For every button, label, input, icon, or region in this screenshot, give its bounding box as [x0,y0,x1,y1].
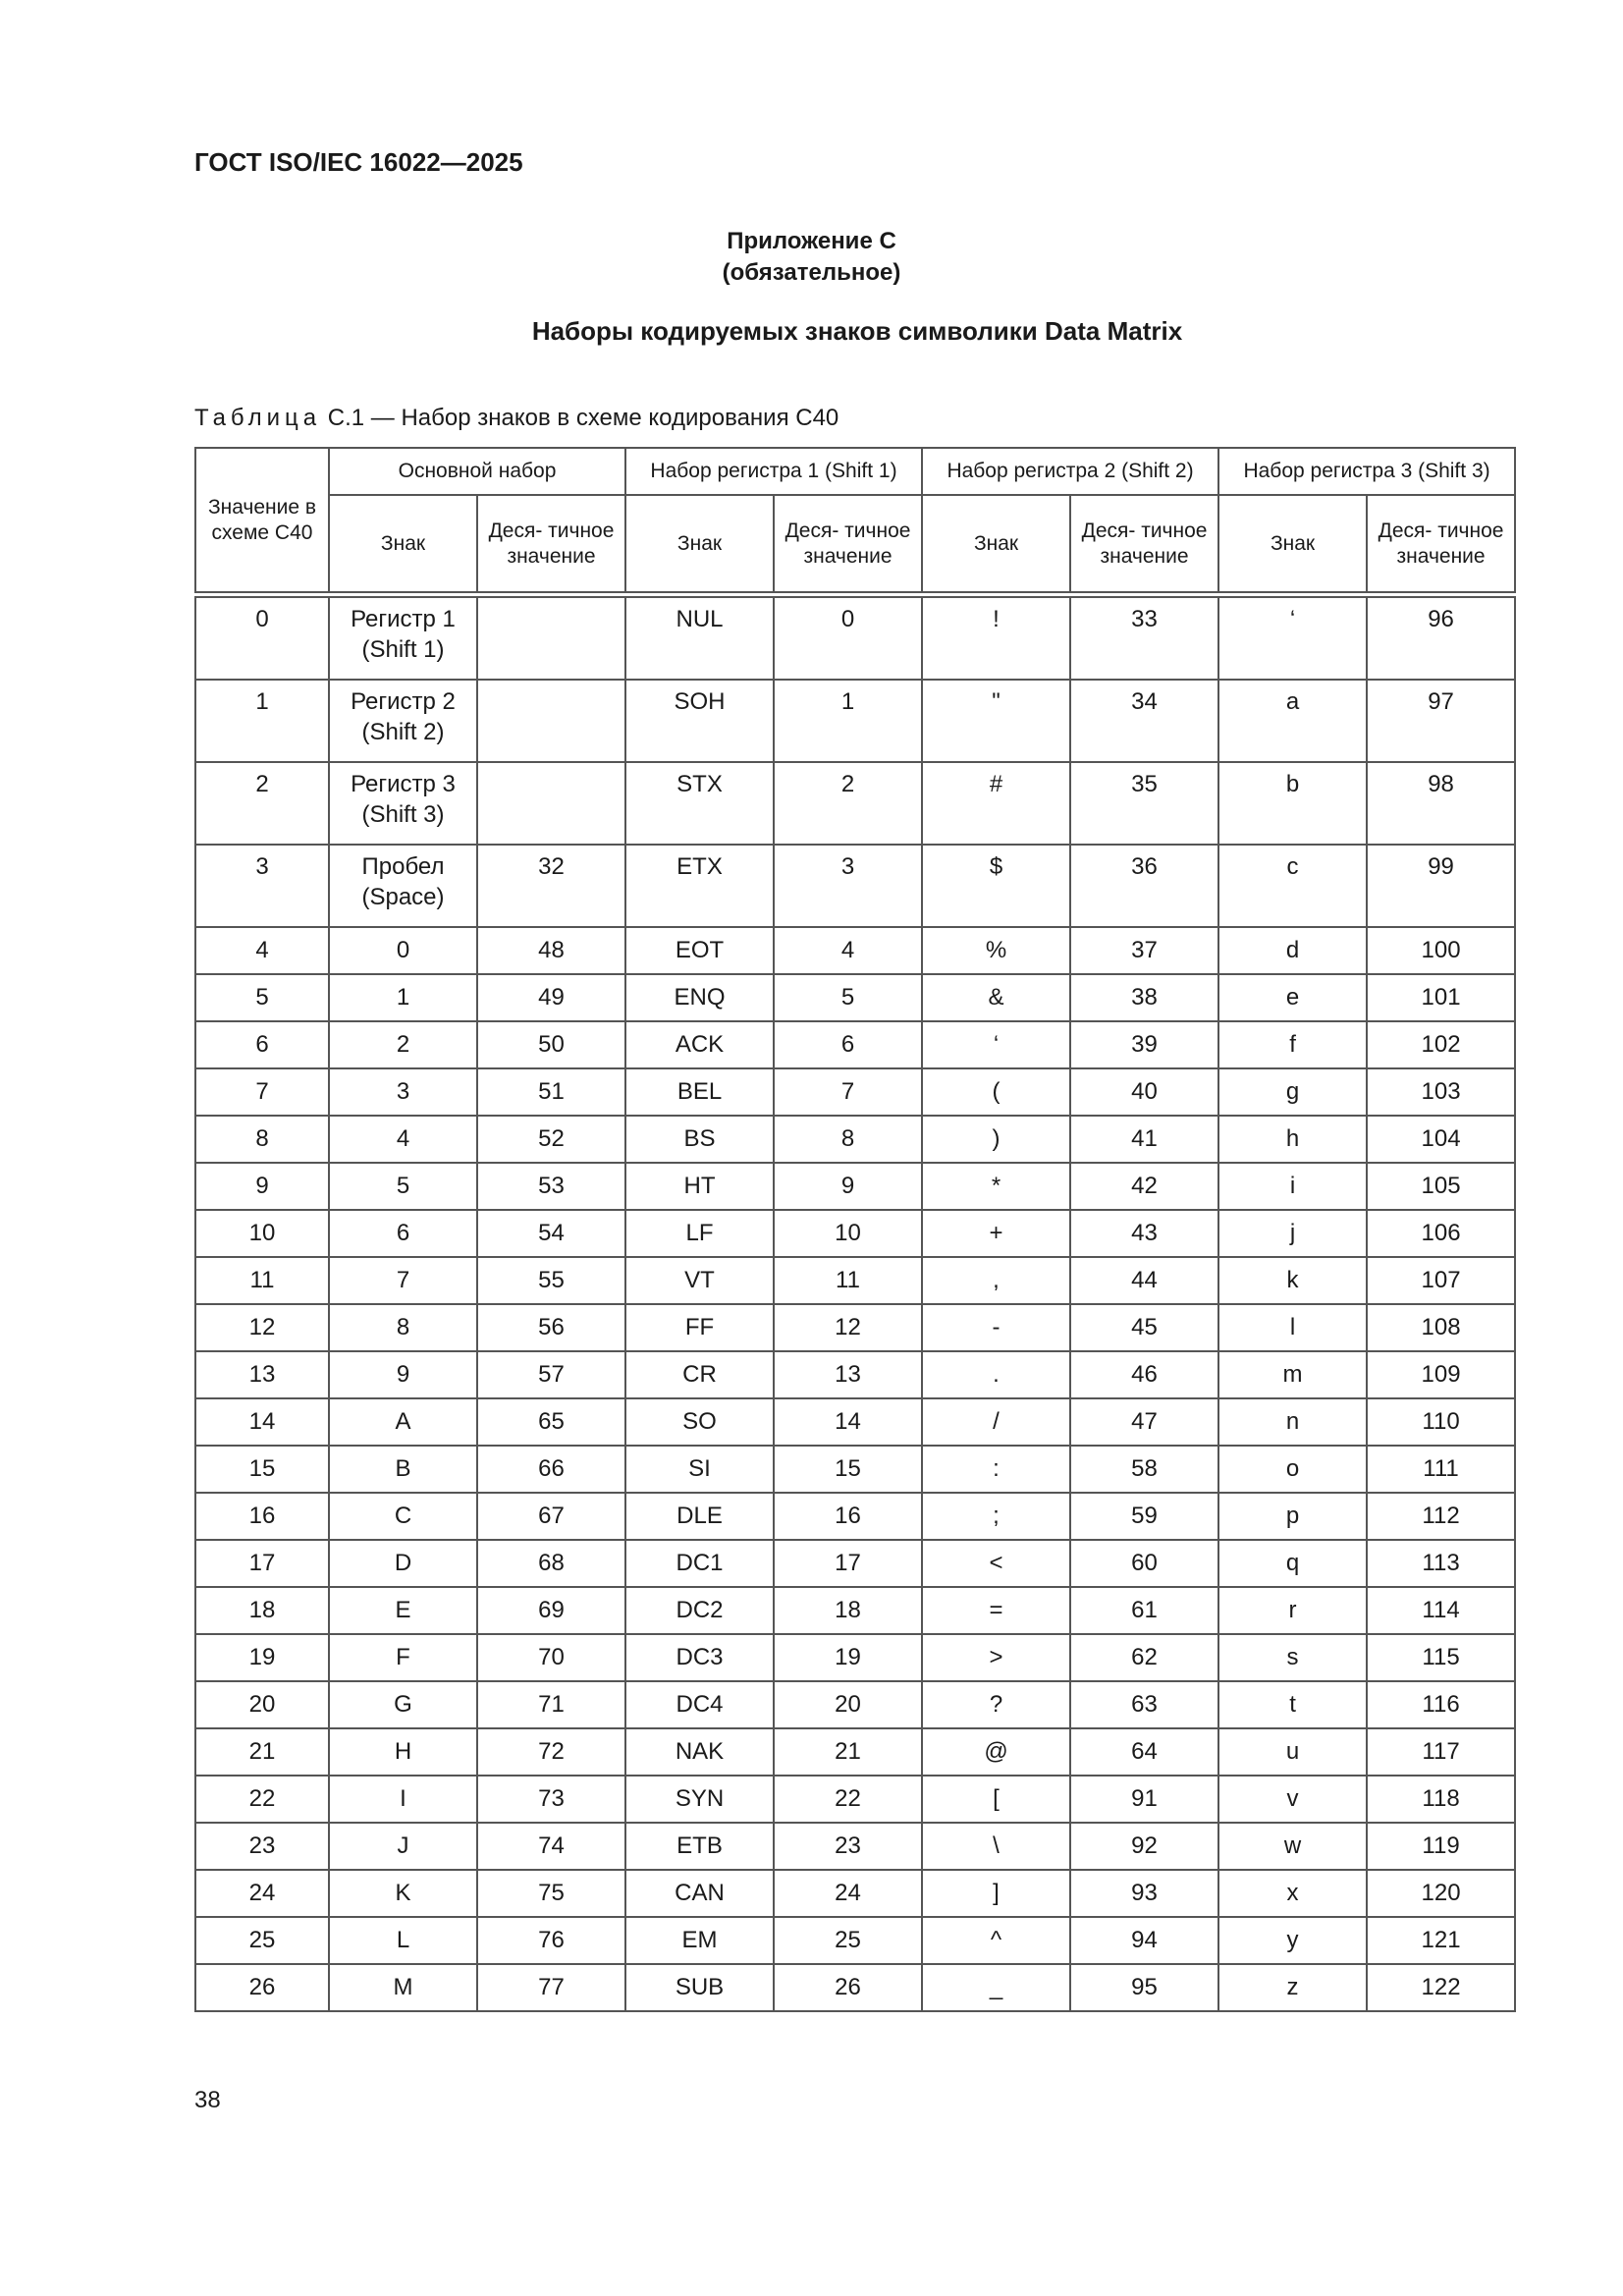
cell-shift2-decimal: 62 [1070,1634,1218,1681]
cell-shift2-sign: @ [922,1728,1070,1776]
cell-shift1-sign: SO [625,1398,774,1446]
cell-c40-value: 13 [195,1351,329,1398]
table-row [195,845,1515,927]
cell-basic-decimal: 67 [477,1493,625,1540]
cell-basic-decimal: 51 [477,1068,625,1116]
cell-basic-sign: F [329,1634,477,1681]
table-row [195,1634,1515,1681]
cell-c40-value: 11 [195,1257,329,1304]
cell-c40-value: 22 [195,1776,329,1823]
cell-basic-sign: L [329,1917,477,1964]
cell-shift3-decimal: 120 [1367,1870,1515,1917]
cell-c40-value: 19 [195,1634,329,1681]
cell-shift2-sign: - [922,1304,1070,1351]
cell-basic-sign: 3 [329,1068,477,1116]
cell-shift3-decimal: 114 [1367,1587,1515,1634]
cell-basic-sign: H [329,1728,477,1776]
header-decimal: Деся- тичное значение [774,495,922,592]
cell-shift1-sign: DC2 [625,1587,774,1634]
header-group-shift3: Набор регистра 3 (Shift 3) [1218,448,1515,495]
cell-shift2-decimal: 42 [1070,1163,1218,1210]
cell-shift3-sign: t [1218,1681,1367,1728]
cell-shift1-decimal: 1 [774,680,922,762]
cell-shift2-sign: , [922,1257,1070,1304]
cell-shift1-decimal: 20 [774,1681,922,1728]
cell-shift1-decimal: 16 [774,1493,922,1540]
cell-basic-decimal: 76 [477,1917,625,1964]
cell-shift1-sign: SUB [625,1964,774,2011]
cell-shift1-decimal: 12 [774,1304,922,1351]
cell-shift3-decimal: 105 [1367,1163,1515,1210]
cell-shift2-sign: * [922,1163,1070,1210]
cell-basic-sign: C [329,1493,477,1540]
cell-c40-value: 7 [195,1068,329,1116]
cell-shift1-sign: LF [625,1210,774,1257]
cell-shift2-decimal: 61 [1070,1587,1218,1634]
table-row [195,974,1515,1021]
cell-shift2-decimal: 46 [1070,1351,1218,1398]
cell-c40-value: 3 [195,845,329,927]
cell-shift3-sign: v [1218,1776,1367,1823]
cell-c40-value: 1 [195,680,329,762]
cell-shift3-sign: m [1218,1351,1367,1398]
cell-c40-value: 12 [195,1304,329,1351]
cell-shift1-sign: CAN [625,1870,774,1917]
cell-shift1-decimal: 7 [774,1068,922,1116]
section-title: Наборы кодируемых знаков символики Data Matrix [531,316,1183,346]
cell-c40-value: 18 [195,1587,329,1634]
cell-basic-sign: D [329,1540,477,1587]
cell-shift3-sign: g [1218,1068,1367,1116]
cell-shift1-sign: HT [625,1163,774,1210]
cell-shift2-sign: " [922,680,1070,762]
cell-c40-value: 5 [195,974,329,1021]
table-row [195,1257,1515,1304]
header-group-shift2: Набор регистра 2 (Shift 2) [922,448,1218,495]
table-row [195,1728,1515,1776]
cell-shift2-sign: ? [922,1681,1070,1728]
cell-shift2-decimal: 37 [1070,927,1218,974]
cell-shift3-sign: b [1218,762,1367,845]
cell-basic-decimal: 75 [477,1870,625,1917]
cell-shift3-sign: k [1218,1257,1367,1304]
cell-shift3-sign: n [1218,1398,1367,1446]
cell-shift1-sign: ACK [625,1021,774,1068]
header-group-basic: Основной набор [329,448,625,495]
cell-shift1-sign: DC1 [625,1540,774,1587]
table-row [195,1446,1515,1493]
cell-shift3-sign: e [1218,974,1367,1021]
cell-shift3-sign: l [1218,1304,1367,1351]
cell-shift2-sign: $ [922,845,1070,927]
table-row [195,1964,1515,2011]
cell-shift1-decimal: 19 [774,1634,922,1681]
cell-basic-sign: Регистр 1 (Shift 1) [329,597,477,680]
cell-c40-value: 9 [195,1163,329,1210]
cell-shift2-decimal: 44 [1070,1257,1218,1304]
cell-shift2-sign: # [922,762,1070,845]
annex-title: Приложение С [727,228,896,254]
cell-shift3-sign: ‘ [1218,597,1367,680]
cell-shift2-sign: + [922,1210,1070,1257]
cell-shift1-sign: DC3 [625,1634,774,1681]
cell-shift3-decimal: 103 [1367,1068,1515,1116]
cell-shift2-sign: ; [922,1493,1070,1540]
cell-shift1-sign: DC4 [625,1681,774,1728]
cell-shift1-sign: SYN [625,1776,774,1823]
cell-shift2-sign: : [922,1446,1070,1493]
cell-basic-sign: G [329,1681,477,1728]
cell-c40-value: 4 [195,927,329,974]
cell-shift3-sign: u [1218,1728,1367,1776]
cell-shift2-decimal: 63 [1070,1681,1218,1728]
cell-shift2-decimal: 64 [1070,1728,1218,1776]
cell-shift1-decimal: 18 [774,1587,922,1634]
cell-shift3-sign: y [1218,1917,1367,1964]
table-row [195,1823,1515,1870]
cell-shift2-sign: < [922,1540,1070,1587]
cell-c40-value: 8 [195,1116,329,1163]
cell-shift2-decimal: 91 [1070,1776,1218,1823]
cell-basic-sign: 2 [329,1021,477,1068]
table-row [195,1681,1515,1728]
cell-basic-decimal: 73 [477,1776,625,1823]
cell-shift2-sign: / [922,1398,1070,1446]
cell-basic-sign: A [329,1398,477,1446]
table-row [195,927,1515,974]
cell-shift3-decimal: 101 [1367,974,1515,1021]
table-body [195,592,1515,2011]
cell-basic-sign: M [329,1964,477,2011]
cell-shift3-decimal: 108 [1367,1304,1515,1351]
table-row [195,1351,1515,1398]
cell-shift3-decimal: 97 [1367,680,1515,762]
cell-shift2-decimal: 35 [1070,762,1218,845]
cell-basic-decimal: 32 [477,845,625,927]
cell-shift2-sign: > [922,1634,1070,1681]
cell-shift1-decimal: 17 [774,1540,922,1587]
cell-basic-sign: J [329,1823,477,1870]
cell-shift3-sign: x [1218,1870,1367,1917]
header-decimal: Деся- тичное значение [477,495,625,592]
cell-shift3-decimal: 110 [1367,1398,1515,1446]
cell-shift1-sign: BEL [625,1068,774,1116]
cell-shift3-sign: q [1218,1540,1367,1587]
cell-shift1-decimal: 23 [774,1823,922,1870]
table-row [195,1210,1515,1257]
cell-shift3-sign: h [1218,1116,1367,1163]
cell-shift2-sign: ) [922,1116,1070,1163]
cell-basic-decimal: 52 [477,1116,625,1163]
cell-shift1-sign: SOH [625,680,774,762]
cell-shift3-sign: j [1218,1210,1367,1257]
cell-basic-decimal: 72 [477,1728,625,1776]
cell-basic-decimal: 70 [477,1634,625,1681]
cell-c40-value: 6 [195,1021,329,1068]
cell-shift1-decimal: 6 [774,1021,922,1068]
cell-shift1-sign: ETB [625,1823,774,1870]
cell-basic-sign: 7 [329,1257,477,1304]
table-caption-label: Таблица [194,405,322,431]
cell-shift2-decimal: 41 [1070,1116,1218,1163]
header-c40-value: Значение в схеме С40 [195,448,329,592]
cell-basic-sign: 6 [329,1210,477,1257]
cell-basic-decimal: 48 [477,927,625,974]
cell-shift1-decimal: 15 [774,1446,922,1493]
cell-basic-decimal [477,597,625,680]
cell-shift3-decimal: 116 [1367,1681,1515,1728]
cell-shift1-sign: NUL [625,597,774,680]
cell-shift1-sign: NAK [625,1728,774,1776]
cell-shift1-decimal: 13 [774,1351,922,1398]
header-decimal: Деся- тичное значение [1070,495,1218,592]
cell-shift1-sign: CR [625,1351,774,1398]
cell-shift1-decimal: 5 [774,974,922,1021]
cell-shift3-decimal: 102 [1367,1021,1515,1068]
cell-basic-decimal: 53 [477,1163,625,1210]
cell-shift1-decimal: 11 [774,1257,922,1304]
cell-shift3-decimal: 96 [1367,597,1515,680]
cell-shift1-sign: SI [625,1446,774,1493]
cell-basic-sign: K [329,1870,477,1917]
cell-shift2-sign: ] [922,1870,1070,1917]
cell-shift1-sign: BS [625,1116,774,1163]
cell-basic-sign: 8 [329,1304,477,1351]
cell-basic-sign: Пробел (Space) [329,845,477,927]
cell-shift3-decimal: 118 [1367,1776,1515,1823]
cell-shift2-decimal: 59 [1070,1493,1218,1540]
cell-basic-decimal: 56 [477,1304,625,1351]
cell-c40-value: 10 [195,1210,329,1257]
cell-shift3-sign: w [1218,1823,1367,1870]
table-row [195,1163,1515,1210]
cell-basic-decimal: 77 [477,1964,625,2011]
cell-shift2-decimal: 47 [1070,1398,1218,1446]
cell-shift1-decimal: 24 [774,1870,922,1917]
cell-c40-value: 14 [195,1398,329,1446]
cell-shift1-sign: VT [625,1257,774,1304]
cell-basic-decimal: 55 [477,1257,625,1304]
table-row [195,1917,1515,1964]
header-group-shift1: Набор регистра 1 (Shift 1) [625,448,922,495]
cell-shift3-decimal: 113 [1367,1540,1515,1587]
cell-basic-sign: 0 [329,927,477,974]
cell-basic-decimal [477,762,625,845]
table-row [195,1068,1515,1116]
cell-shift3-sign: i [1218,1163,1367,1210]
table-row [195,680,1515,762]
cell-shift3-decimal: 112 [1367,1493,1515,1540]
cell-shift1-sign: EM [625,1917,774,1964]
cell-shift1-sign: EOT [625,927,774,974]
table-row [195,1493,1515,1540]
cell-basic-sign: E [329,1587,477,1634]
cell-shift2-sign: \ [922,1823,1070,1870]
cell-shift3-decimal: 104 [1367,1116,1515,1163]
header-sign: Знак [1218,495,1367,592]
cell-c40-value: 0 [195,597,329,680]
table-row [195,1116,1515,1163]
cell-shift3-decimal: 115 [1367,1634,1515,1681]
cell-shift2-decimal: 94 [1070,1917,1218,1964]
cell-basic-decimal: 57 [477,1351,625,1398]
cell-shift1-sign: ENQ [625,974,774,1021]
cell-shift3-decimal: 111 [1367,1446,1515,1493]
cell-c40-value: 21 [195,1728,329,1776]
cell-c40-value: 20 [195,1681,329,1728]
table-caption [194,405,839,432]
cell-shift3-sign: f [1218,1021,1367,1068]
cell-shift3-decimal: 117 [1367,1728,1515,1776]
cell-shift2-decimal: 43 [1070,1210,1218,1257]
cell-shift1-sign: STX [625,762,774,845]
table-row [195,762,1515,845]
cell-shift2-decimal: 45 [1070,1304,1218,1351]
cell-c40-value: 26 [195,1964,329,2011]
cell-shift1-decimal: 14 [774,1398,922,1446]
cell-c40-value: 15 [195,1446,329,1493]
cell-shift3-sign: p [1218,1493,1367,1540]
cell-shift2-sign: % [922,927,1070,974]
cell-shift2-sign: ( [922,1068,1070,1116]
cell-basic-sign: 4 [329,1116,477,1163]
cell-shift2-decimal: 93 [1070,1870,1218,1917]
table-row [195,597,1515,680]
cell-shift2-decimal: 39 [1070,1021,1218,1068]
cell-shift2-decimal: 60 [1070,1540,1218,1587]
cell-shift2-decimal: 36 [1070,845,1218,927]
cell-c40-value: 23 [195,1823,329,1870]
cell-shift2-decimal: 38 [1070,974,1218,1021]
cell-shift3-decimal: 122 [1367,1964,1515,2011]
page-number: 38 [194,2087,221,2113]
cell-shift3-decimal: 98 [1367,762,1515,845]
table-row [195,1776,1515,1823]
cell-shift3-sign: s [1218,1634,1367,1681]
cell-shift1-decimal: 2 [774,762,922,845]
cell-basic-decimal: 49 [477,974,625,1021]
cell-shift2-sign: [ [922,1776,1070,1823]
cell-basic-decimal: 65 [477,1398,625,1446]
header-sign: Знак [922,495,1070,592]
cell-shift1-decimal: 22 [774,1776,922,1823]
cell-shift2-sign: ! [922,597,1070,680]
cell-basic-decimal [477,680,625,762]
cell-basic-decimal: 66 [477,1446,625,1493]
cell-shift2-sign: ^ [922,1917,1070,1964]
cell-shift1-decimal: 0 [774,597,922,680]
cell-basic-decimal: 71 [477,1681,625,1728]
table-row [195,1587,1515,1634]
cell-basic-sign: B [329,1446,477,1493]
cell-shift1-decimal: 3 [774,845,922,927]
cell-shift2-decimal: 58 [1070,1446,1218,1493]
cell-shift3-sign: z [1218,1964,1367,2011]
cell-shift1-decimal: 26 [774,1964,922,2011]
cell-basic-decimal: 74 [477,1823,625,1870]
cell-basic-sign: 9 [329,1351,477,1398]
table-row [195,1304,1515,1351]
cell-shift1-sign: ETX [625,845,774,927]
cell-shift2-decimal: 34 [1070,680,1218,762]
cell-basic-decimal: 50 [477,1021,625,1068]
cell-basic-sign: 1 [329,974,477,1021]
cell-shift2-decimal: 95 [1070,1964,1218,2011]
cell-basic-decimal: 69 [477,1587,625,1634]
table-caption-text: С.1 — Набор знаков в схеме кодирования С40 [327,405,839,431]
cell-shift2-decimal: 92 [1070,1823,1218,1870]
cell-shift3-decimal: 121 [1367,1917,1515,1964]
table-row [195,1540,1515,1587]
cell-c40-value: 24 [195,1870,329,1917]
cell-basic-sign: Регистр 2 (Shift 2) [329,680,477,762]
c40-charset-table [194,447,1516,2012]
cell-shift2-decimal: 40 [1070,1068,1218,1116]
cell-shift1-decimal: 4 [774,927,922,974]
cell-shift3-decimal: 106 [1367,1210,1515,1257]
cell-shift2-sign: . [922,1351,1070,1398]
cell-c40-value: 17 [195,1540,329,1587]
cell-c40-value: 25 [195,1917,329,1964]
cell-shift3-sign: o [1218,1446,1367,1493]
cell-shift2-sign: ‘ [922,1021,1070,1068]
cell-basic-sign: 5 [329,1163,477,1210]
cell-shift2-sign: = [922,1587,1070,1634]
header-sign: Знак [329,495,477,592]
cell-shift3-decimal: 100 [1367,927,1515,974]
table-row [195,1021,1515,1068]
cell-shift1-decimal: 25 [774,1917,922,1964]
cell-c40-value: 16 [195,1493,329,1540]
annex-status: (обязательное) [722,259,901,286]
table-row [195,1398,1515,1446]
cell-basic-sign: I [329,1776,477,1823]
cell-basic-decimal: 54 [477,1210,625,1257]
cell-basic-decimal: 68 [477,1540,625,1587]
cell-shift1-decimal: 21 [774,1728,922,1776]
cell-shift1-sign: FF [625,1304,774,1351]
cell-shift3-decimal: 109 [1367,1351,1515,1398]
header-sign: Знак [625,495,774,592]
cell-shift1-decimal: 9 [774,1163,922,1210]
cell-c40-value: 2 [195,762,329,845]
cell-shift3-sign: r [1218,1587,1367,1634]
document-header: ГОСТ ISO/IEC 16022—2025 [194,147,523,177]
cell-shift3-decimal: 107 [1367,1257,1515,1304]
cell-shift1-decimal: 10 [774,1210,922,1257]
cell-shift3-sign: d [1218,927,1367,974]
header-decimal: Деся- тичное значение [1367,495,1515,592]
annex-heading [0,226,1623,289]
cell-basic-sign: Регистр 3 (Shift 3) [329,762,477,845]
cell-shift2-sign: & [922,974,1070,1021]
cell-shift2-sign: _ [922,1964,1070,2011]
table-row [195,1870,1515,1917]
cell-shift1-sign: DLE [625,1493,774,1540]
cell-shift3-decimal: 119 [1367,1823,1515,1870]
cell-shift3-decimal: 99 [1367,845,1515,927]
cell-shift2-decimal: 33 [1070,597,1218,680]
cell-shift3-sign: c [1218,845,1367,927]
cell-shift3-sign: a [1218,680,1367,762]
cell-shift1-decimal: 8 [774,1116,922,1163]
